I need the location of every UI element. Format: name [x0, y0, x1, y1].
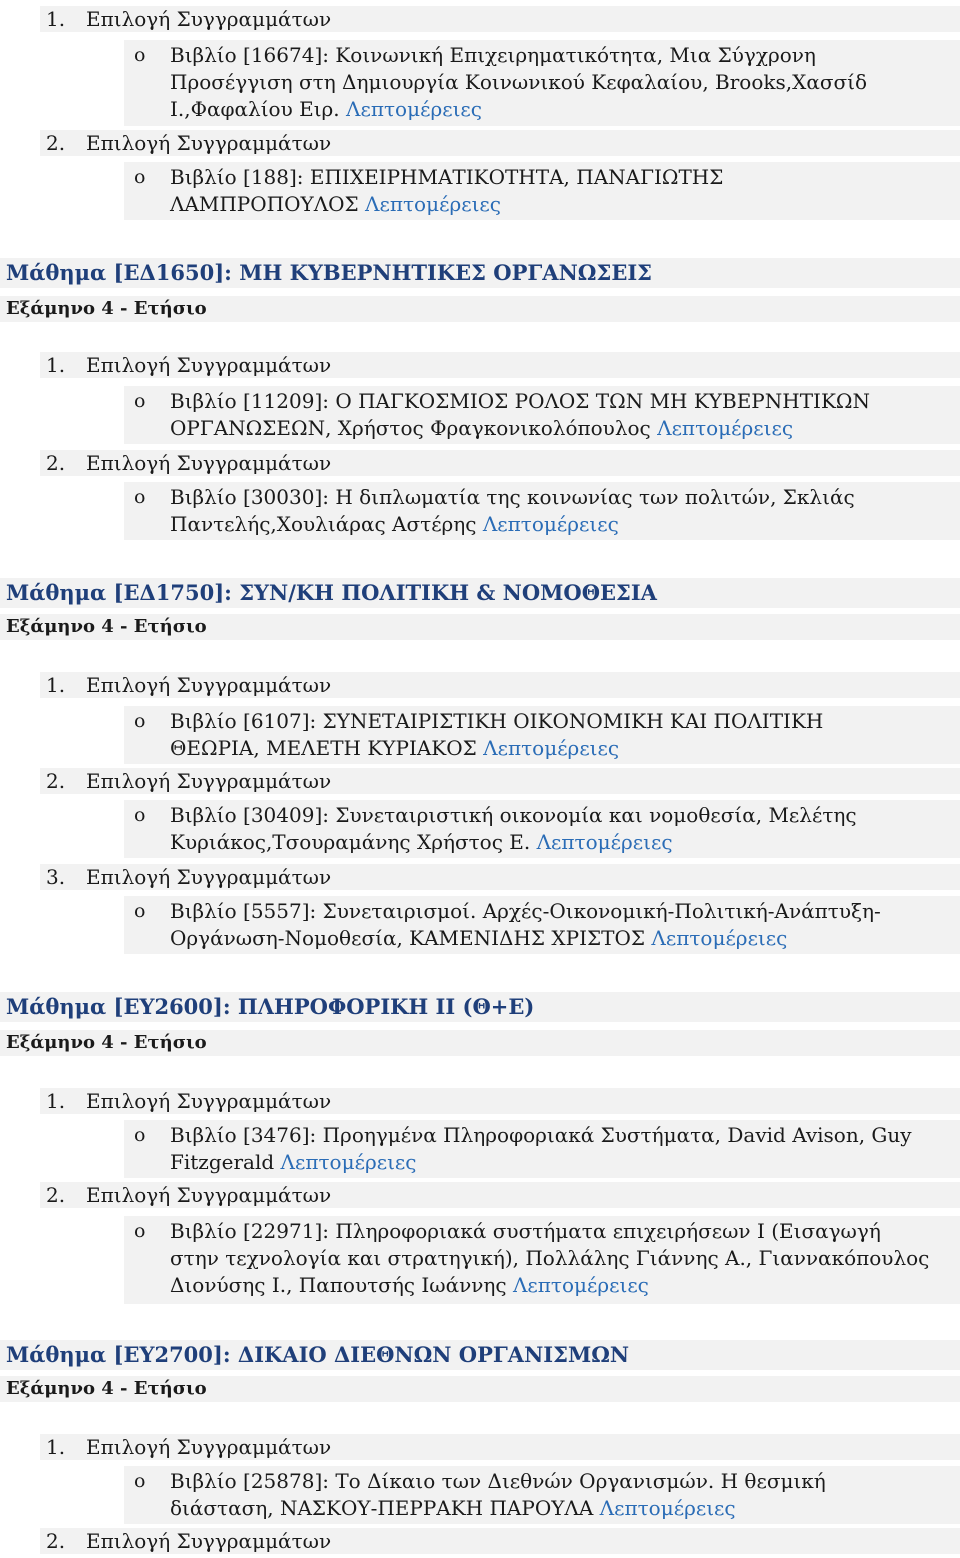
book-description: Βιβλίο [6107]: ΣΥΝΕΤΑΙΡΙΣΤΙΚΗ ΟΙΚΟΝΟΜΙΚΗ ΚΑΙ ΠΟΛΙΤΙΚΗ ΘΕΩΡΙΑ, ΜΕΛΕΤΗ ΚΥΡΙΑΚΟΣ	[170, 709, 824, 760]
option-number: 3.	[46, 865, 66, 889]
course-title: Μάθημα [ΕΥ2600]: ΠΛΗΡΟΦΟΡΙΚΗ ΙΙ (Θ+Ε)	[0, 992, 960, 1022]
list-bullet-icon: o	[134, 166, 146, 188]
book-option-header	[40, 1528, 960, 1554]
list-bullet-icon: o	[134, 804, 146, 826]
option-label: Επιλογή Συγγραμμάτων	[86, 7, 332, 31]
book-entry	[124, 1216, 960, 1304]
option-label: Επιλογή Συγγραμμάτων	[86, 451, 332, 475]
option-number: 2.	[46, 769, 66, 793]
book-entry	[124, 1120, 960, 1178]
details-link[interactable]: Λεπτομέρειες	[483, 736, 620, 760]
option-number: 1.	[46, 1089, 66, 1113]
book-entry	[124, 1466, 960, 1524]
book-description: Βιβλίο [188]: ΕΠΙΧΕΙΡΗΜΑΤΙΚΟΤΗΤΑ, ΠΑΝΑΓΙΩΤΗΣ ΛΑΜΠΡΟΠΟΥΛΟΣ	[170, 165, 724, 216]
course-title: Μάθημα [ΕΥ2700]: ΔΙΚΑΙΟ ΔΙΕΘΝΩΝ ΟΡΓΑΝΙΣΜΩΝ	[0, 1340, 960, 1370]
list-bullet-icon: o	[134, 1220, 146, 1242]
book-description: Βιβλίο [11209]: Ο ΠΑΓΚΟΣΜΙΟΣ ΡΟΛΟΣ ΤΩΝ ΜΗ ΚΥΒΕΡΝΗΤΙΚΩΝ ΟΡΓΑΝΩΣΕΩΝ, Χρήστος Φραγκονικολόπουλος	[170, 389, 870, 440]
details-link[interactable]: Λεπτομέρειες	[346, 97, 482, 121]
option-label: Επιλογή Συγγραμμάτων	[86, 131, 332, 155]
book-description: Βιβλίο [22971]: Πληροφοριακά συστήματα επιχειρήσεων Ι (Εισαγωγή στην τεχνολογία και στρατηγική), Πολλάλης Γιάννης Α., Γιαννακόπουλος Διονύσης Ι., Παπουτσής Ιωάννης	[170, 1219, 930, 1297]
book-entry	[124, 706, 960, 764]
course-title: Μάθημα [ΕΔ1650]: ΜΗ ΚΥΒΕΡΝΗΤΙΚΕΣ ΟΡΓΑΝΩΣΕΙΣ	[0, 258, 960, 288]
book-description: Βιβλίο [3476]: Προηγμένα Πληροφοριακά Συστήματα, David Avison, Guy Fitzgerald	[170, 1123, 912, 1174]
option-number: 1.	[46, 1435, 66, 1459]
option-label: Επιλογή Συγγραμμάτων	[86, 1529, 332, 1553]
details-link[interactable]: Λεπτομέρειες	[482, 512, 619, 536]
list-bullet-icon: o	[134, 1124, 146, 1146]
list-bullet-icon: o	[134, 486, 146, 508]
semester-label: Εξάμηνο 4 - Ετήσιο	[0, 1030, 960, 1056]
list-bullet-icon: o	[134, 710, 146, 732]
option-number: 2.	[46, 1529, 66, 1553]
option-label: Επιλογή Συγγραμμάτων	[86, 865, 332, 889]
book-entry	[124, 40, 960, 126]
list-bullet-icon: o	[134, 44, 146, 66]
book-option-header	[40, 864, 960, 890]
option-label: Επιλογή Συγγραμμάτων	[86, 1435, 332, 1459]
option-number: 2.	[46, 451, 66, 475]
semester-label: Εξάμηνο 4 - Ετήσιο	[0, 1376, 960, 1402]
book-entry	[124, 482, 960, 540]
book-option-header	[40, 352, 960, 378]
details-link[interactable]: Λεπτομέρειες	[365, 192, 501, 216]
list-bullet-icon: o	[134, 1470, 146, 1492]
option-number: 1.	[46, 353, 66, 377]
book-description: Βιβλίο [30409]: Συνεταιριστική οικονομία και νομοθεσία, Μελέτης Κυριάκος,Τσουραμάνης Χρήστος Ε.	[170, 803, 857, 854]
option-label: Επιλογή Συγγραμμάτων	[86, 1183, 332, 1207]
book-option-header	[40, 672, 960, 698]
option-number: 1.	[46, 7, 66, 31]
book-description: Βιβλίο [25878]: Το Δίκαιο των Διεθνών Οργανισμών. Η θεσμική διάσταση, ΝΑΣΚΟΥ-ΠΕΡΡΑΚΗ ΠΑΡΟΥΛΑ	[170, 1469, 826, 1520]
option-label: Επιλογή Συγγραμμάτων	[86, 673, 332, 697]
book-entry	[124, 162, 960, 220]
book-option-header	[40, 1434, 960, 1460]
details-link[interactable]: Λεπτομέρειες	[599, 1496, 736, 1520]
option-label: Επιλογή Συγγραμμάτων	[86, 353, 332, 377]
option-label: Επιλογή Συγγραμμάτων	[86, 769, 332, 793]
book-option-header	[40, 1182, 960, 1208]
book-option-header	[40, 6, 960, 32]
book-option-header	[40, 768, 960, 794]
details-link[interactable]: Λεπτομέρειες	[657, 416, 794, 440]
semester-label: Εξάμηνο 4 - Ετήσιο	[0, 614, 960, 640]
book-description: Βιβλίο [30030]: Η διπλωματία της κοινωνίας των πολιτών, Σκλιάς Παντελής,Χουλιάρας Αστέρης	[170, 485, 855, 536]
details-link[interactable]: Λεπτομέρειες	[536, 830, 673, 854]
book-option-header	[40, 130, 960, 156]
option-number: 2.	[46, 131, 66, 155]
book-entry	[124, 386, 960, 444]
details-link[interactable]: Λεπτομέρειες	[651, 926, 788, 950]
details-link[interactable]: Λεπτομέρειες	[280, 1150, 417, 1174]
book-option-header	[40, 450, 960, 476]
option-label: Επιλογή Συγγραμμάτων	[86, 1089, 332, 1113]
list-bullet-icon: o	[134, 390, 146, 412]
book-entry	[124, 800, 960, 858]
course-title: Μάθημα [ΕΔ1750]: ΣΥΝ/ΚΗ ΠΟΛΙΤΙΚΗ & ΝΟΜΟΘΕΣΙΑ	[0, 578, 960, 608]
book-option-header	[40, 1088, 960, 1114]
book-description: Βιβλίο [5557]: Συνεταιρισμοί. Αρχές-Οικονομική-Πολιτική-Ανάπτυξη- Οργάνωση-Νομοθεσία, ΚΑΜΕΝΙΔΗΣ ΧΡΙΣΤΟΣ	[170, 899, 881, 950]
semester-label: Εξάμηνο 4 - Ετήσιο	[0, 296, 960, 322]
option-number: 1.	[46, 673, 66, 697]
book-description: Βιβλίο [16674]: Κοινωνική Επιχειρηματικότητα, Μια Σύγχρονη Προσέγγιση στη Δημιουργία Κοινωνικού Κεφαλαίου, Brooks,Χασσίδ Ι.,Φαφαλίου Ειρ.	[170, 43, 868, 121]
book-entry	[124, 896, 960, 954]
details-link[interactable]: Λεπτομέρειες	[512, 1273, 649, 1297]
list-bullet-icon: o	[134, 900, 146, 922]
option-number: 2.	[46, 1183, 66, 1207]
